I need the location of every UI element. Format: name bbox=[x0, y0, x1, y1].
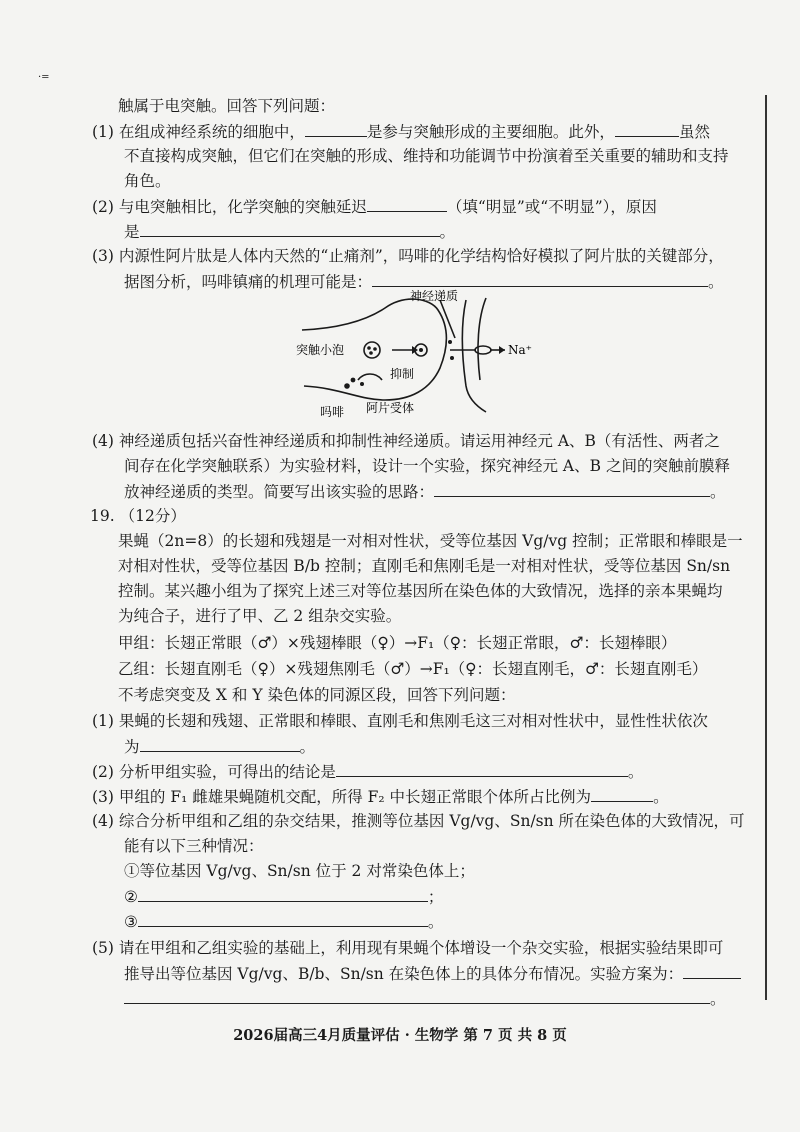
question-text: 能有以下三种情况： bbox=[124, 837, 264, 855]
sub-question-1-line2 bbox=[124, 735, 315, 758]
question-text: 请在甲组和乙组实验的基础上，利用现有果蝇个体增设一个杂交实验，根据实验结果即可 bbox=[118, 939, 724, 957]
label-neurotransmitter: 神经递质 bbox=[410, 289, 459, 303]
case-number: ③ bbox=[124, 913, 138, 931]
question-text: 。 bbox=[708, 273, 724, 291]
sub-question-5-line3 bbox=[124, 987, 726, 1010]
question-text: 。 bbox=[627, 763, 644, 781]
label-morphine: 吗啡 bbox=[320, 405, 345, 419]
sub-question-4 bbox=[92, 810, 745, 832]
page-footer: 2026届高三4月质量评估 · 生物学 第 7 页 共 8 页 bbox=[233, 1027, 567, 1044]
question-text: 为 bbox=[124, 738, 140, 756]
answer-blank[interactable] bbox=[683, 962, 741, 979]
question-4 bbox=[92, 430, 720, 452]
question-text: 虽然 bbox=[678, 123, 710, 141]
question-text: （填“明显”或“不明显”），原因 bbox=[446, 198, 657, 216]
answer-blank[interactable] bbox=[138, 885, 428, 902]
sub-question-5 bbox=[92, 937, 723, 959]
question-text: ； bbox=[427, 888, 444, 906]
sub-question-2 bbox=[92, 760, 643, 783]
question-2 bbox=[92, 195, 657, 218]
answer-blank[interactable] bbox=[434, 480, 710, 497]
question-text: 。 bbox=[653, 788, 669, 806]
question-number: (1) bbox=[92, 712, 114, 730]
answer-blank[interactable] bbox=[367, 195, 447, 212]
answer-blank[interactable] bbox=[140, 735, 300, 752]
question-text: 。 bbox=[439, 223, 456, 241]
margin-rule bbox=[765, 95, 767, 1000]
question-text: 。 bbox=[299, 738, 316, 756]
question-text: 内源性阿片肽是人体内天然的“止痛剂”，吗啡的化学结构恰好模拟了阿片肽的关键部分， bbox=[118, 247, 724, 265]
question-4-line3 bbox=[124, 480, 726, 503]
sub-question-1 bbox=[92, 710, 708, 732]
question-text: 不直接构成突触，但它们在突触的形成、维持和功能调节中扮演着至关重要的辅助和支持 bbox=[124, 147, 729, 165]
question-text: 推导出等位基因 Vg/vg、B/b、Sn/sn 在染色体上的具体分布情况。实验方案为： bbox=[124, 965, 684, 983]
cross-group-jia: 甲组：长翅正常眼（♂）×残翅棒眼（♀）→F₁（♀：长翅正常眼，♂：长翅棒眼） bbox=[118, 634, 677, 652]
question-text: 神经递质包括兴奋性神经递质和抑制性神经递质。请运用神经元 A、B（有活性、两者之 bbox=[118, 432, 720, 450]
case-3 bbox=[124, 910, 443, 933]
question-text: 。 bbox=[427, 913, 444, 931]
question-text: 分析甲组实验，可得出的结论是 bbox=[118, 763, 336, 781]
answer-blank[interactable] bbox=[124, 987, 710, 1004]
question-number: (3) bbox=[92, 247, 114, 265]
question-text: 综合分析甲组和乙组的杂交结果，推测等位基因 Vg/vg、Sn/sn 所在染色体的大致情况，可 bbox=[118, 812, 745, 830]
question-number: (1) bbox=[92, 123, 114, 141]
question-number: 19. bbox=[90, 507, 115, 525]
question-number: (4) bbox=[92, 432, 114, 450]
question-3 bbox=[92, 245, 724, 267]
question-text: 不考虑突变及 X 和 Y 染色体的同源区段，回答下列问题： bbox=[118, 686, 516, 704]
question-text: 。 bbox=[710, 990, 726, 1008]
question-text: 。 bbox=[710, 483, 726, 501]
answer-blank[interactable] bbox=[336, 760, 628, 777]
question-text: 对相对性状，受等位基因 B/b 控制；直刚毛和焦刚毛是一对相对性状，受等位基因 Sn/sn bbox=[118, 557, 731, 575]
answer-blank[interactable] bbox=[138, 910, 428, 927]
question-text: 果蝇的长翅和残翅、正常眼和棒眼、直刚毛和焦刚毛这三对相对性状中，显性性状依次 bbox=[118, 712, 708, 730]
question-1 bbox=[92, 120, 710, 143]
scan-corner-mark: ·= bbox=[38, 72, 50, 83]
intro-line: 触属于电突触。回答下列问题： bbox=[118, 97, 336, 115]
label-sodium: Na⁺ bbox=[508, 343, 532, 357]
question-number: (3) bbox=[92, 788, 114, 806]
cross-group-yi: 乙组：长翅直刚毛（♀）×残翅焦刚毛（♂）→F₁（♀：长翅直刚毛，♂：长翅直刚毛） bbox=[118, 660, 708, 678]
question-number: (2) bbox=[92, 198, 114, 216]
label-inhibit: 抑制 bbox=[390, 367, 415, 381]
label-synaptic-vesicle: 突触小泡 bbox=[296, 343, 345, 357]
question-text: 与电突触相比，化学突触的突触延迟 bbox=[118, 198, 367, 216]
question-text: 放神经递质的类型。简要写出该实验的思路： bbox=[124, 483, 435, 501]
case-number: ② bbox=[124, 888, 138, 906]
question-text: 甲组的 F₁ 雌雄果蝇随机交配，所得 F₂ 中长翅正常眼个体所占比例为 bbox=[118, 788, 592, 806]
question-text: 果蝇（2n=8）的长翅和残翅是一对相对性状，受等位基因 Vg/vg 控制；正常眼和棒眼是一 bbox=[118, 532, 743, 550]
question-19-header bbox=[90, 505, 186, 527]
question-text: 在组成神经系统的细胞中， bbox=[118, 123, 305, 141]
question-text: 是参与突触形成的主要细胞。此外， bbox=[366, 123, 615, 141]
answer-blank[interactable] bbox=[140, 220, 440, 237]
question-text: 角色。 bbox=[124, 172, 171, 190]
question-number: (4) bbox=[92, 812, 114, 830]
case-2 bbox=[124, 885, 443, 908]
synapse-diagram bbox=[290, 288, 550, 423]
label-opioid-receptor: 阿片受体 bbox=[366, 401, 415, 415]
question-text: 为纯合子，进行了甲、乙 2 组杂交实验。 bbox=[118, 607, 402, 625]
answer-blank[interactable] bbox=[591, 785, 653, 802]
question-text: 是 bbox=[124, 223, 140, 241]
question-number: (5) bbox=[92, 939, 114, 957]
sub-question-5-line2 bbox=[124, 962, 741, 985]
question-text: 控制。某兴趣小组为了探究上述三对等位基因所在染色体的大致情况，选择的亲本果蝇均 bbox=[118, 582, 723, 600]
sub-question-3 bbox=[92, 785, 669, 808]
answer-blank[interactable] bbox=[372, 270, 708, 287]
question-2-line2 bbox=[124, 220, 455, 243]
case-1: ①等位基因 Vg/vg、Sn/sn 位于 2 对常染色体上； bbox=[124, 862, 475, 880]
answer-blank[interactable] bbox=[305, 120, 367, 137]
score-label: （12分） bbox=[119, 507, 186, 525]
question-number: (2) bbox=[92, 763, 114, 781]
question-text: 间存在化学突触联系）为实验材料，设计一个实验，探究神经元 A、B 之间的突触前膜释 bbox=[124, 457, 730, 475]
answer-blank[interactable] bbox=[615, 120, 679, 137]
question-text: 据图分析，吗啡镇痛的机理可能是： bbox=[124, 273, 373, 291]
